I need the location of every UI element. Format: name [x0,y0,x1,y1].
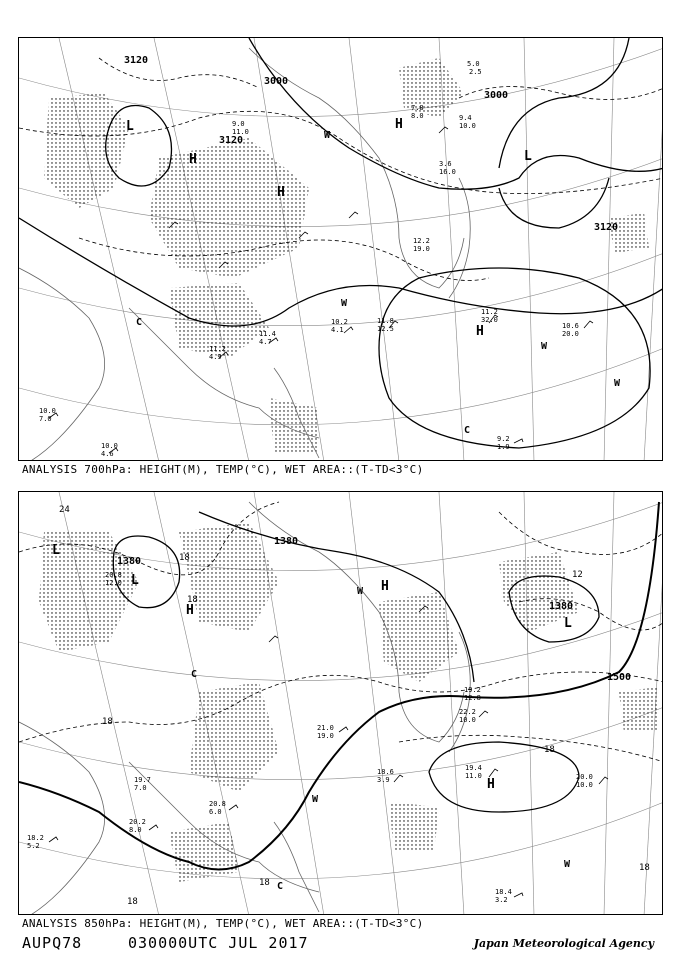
contour-label: 3120 [219,135,244,146]
station-dewpoint-depression: 8.0 [411,112,424,120]
station-temp: 10.6 [562,322,579,330]
isotherm-label: 18 [102,717,113,727]
station-temp: 9.4 [459,114,472,122]
map-panel-700hpa [18,37,663,461]
station-plot [411,104,424,120]
station-temp: 11.8 [377,317,394,325]
height-contours [19,38,663,448]
cold-center-mark: C [277,881,284,892]
station-plot [101,442,118,458]
station-plot [459,114,476,130]
station-plot [439,160,456,176]
station-dewpoint-depression: 12.5 [377,325,394,333]
contour-label: 3000 [264,76,289,87]
station-dewpoint-depression: 2.5 [469,68,482,76]
station-dewpoint-depression: 4.1 [331,326,344,334]
panel-caption-700hpa: ANALYSIS 700hPa: HEIGHT(M), TEMP(°C), WET AREA::(T-TD<3°C) [22,463,424,476]
station-temp: 10.2 [331,318,348,326]
station-temp: 7.8 [411,104,424,112]
station-temp: 11.4 [259,330,276,338]
isotherm-label: 18 [187,595,198,605]
warm-center-mark: W [357,586,364,597]
station-dewpoint-depression: 7.0 [134,784,147,792]
station-temp: 18.2 [27,834,44,842]
contour-label: 1380 [274,536,299,547]
station-plot [105,571,122,587]
high-center-mark: H [186,603,194,618]
isotherm-label: 18 [259,878,270,888]
station-dewpoint-depression: 32.0 [481,316,498,324]
low-center-mark: L [524,149,532,164]
station-temp: 12.2 [413,237,430,245]
station-temp: 9.2 [497,435,510,443]
map-panel-850hpa [18,491,663,915]
high-center-mark: H [395,117,403,132]
warm-center-mark: W [564,859,571,870]
warm-center-mark: W [341,298,348,309]
isotherm-label: 24 [59,505,70,515]
station-dewpoint-depression: 20.0 [562,330,579,338]
station-dewpoint-depression: 3.2 [495,896,508,904]
cold-center-mark: C [464,425,471,436]
station-dewpoint-depression: 10.0 [459,716,476,724]
station-plot [481,308,498,324]
chart-id: AUPQ78 [22,934,83,952]
map-700hpa-svg [19,38,663,461]
high-center-mark: H [476,324,484,339]
station-plot [495,888,512,904]
cold-center-mark: C [136,317,143,328]
station-plot [497,435,510,451]
low-center-mark: L [564,616,572,631]
warm-center-mark: W [541,341,548,352]
station-dewpoint-depression: 12.8 [464,694,481,702]
station-dewpoint-depression: 7.0 [39,415,52,423]
station-plot [259,330,276,346]
station-dewpoint-depression: 11.0 [232,128,249,136]
station-plot [413,237,430,253]
station-plot [129,818,146,834]
contour-label: 3120 [594,222,619,233]
high-center-mark: H [381,579,389,594]
station-dewpoint-depression: 19.0 [317,732,334,740]
station-dewpoint-depression: 3.9 [377,776,390,784]
station-temp: 19.2 [464,686,481,694]
isotherms [19,502,663,762]
station-dewpoint-depression: 19.0 [413,245,430,253]
contour-label: 1380 [117,556,142,567]
station-temp: 21.0 [317,724,334,732]
station-temp: 5.0 [467,60,480,68]
map-850hpa-svg [19,492,663,915]
warm-center-mark: W [614,378,621,389]
station-plot [377,768,394,784]
station-plot [232,120,249,136]
station-temp: 18.6 [377,768,394,776]
station-temp: 19.4 [465,764,482,772]
agency-name: Japan Meteorological Agency [473,937,654,950]
station-plot [209,800,226,816]
station-dewpoint-depression: 11.0 [465,772,482,780]
isotherm-label: 18 [544,745,555,755]
contour-label: 1500 [607,672,632,683]
station-plot [134,776,151,792]
station-temp: 10.0 [101,442,118,450]
station-plot [464,686,481,702]
low-center-mark: L [131,573,139,588]
station-temp: 20.8 [209,800,226,808]
cold-center-mark: C [191,669,198,680]
station-temp: 3.6 [439,160,452,168]
station-dewpoint-depression: 5.2 [27,842,40,850]
station-temp: 11.2 [481,308,498,316]
station-dewpoint-depression: 4.7 [259,338,272,346]
contour-label: 1380 [549,601,574,612]
station-dewpoint-depression: 4.9 [209,353,222,361]
isotherm-label: 18 [179,553,190,563]
station-dewpoint-depression: 10.0 [459,122,476,130]
station-dewpoint-depression: 16.0 [439,168,456,176]
station-plot [317,724,334,740]
station-temp: 10.0 [39,407,56,415]
station-plot [459,708,476,724]
station-temp: 19.7 [134,776,151,784]
panel-caption-850hpa: ANALYSIS 850hPa: HEIGHT(M), TEMP(°C), WET AREA::(T-TD<3°C) [22,917,424,930]
station-dewpoint-depression: 1.9 [497,443,510,451]
wind-barbs [49,127,593,453]
warm-center-mark: W [312,794,319,805]
station-dewpoint-depression: 12.0 [105,579,122,587]
station-plot [562,322,579,338]
station-plot [465,764,482,780]
high-center-mark: H [189,152,197,167]
station-dewpoint-depression: 8.0 [129,826,142,834]
graticule-meridians [59,492,663,915]
station-temp: 11.2 [209,345,226,353]
high-center-mark: H [277,185,285,200]
wet-areas [44,58,649,453]
isotherm-label: 12 [572,570,583,580]
station-dewpoint-depression: 6.0 [209,808,222,816]
graticule-meridians [59,38,663,461]
station-temp: 20.0 [576,773,593,781]
station-dewpoint-depression: 10.0 [576,781,593,789]
station-temp: 20.8 [105,571,122,579]
station-temp: 22.2 [459,708,476,716]
valid-time: 030000UTC JUL 2017 [128,934,309,952]
isotherm-label: 18 [639,863,650,873]
warm-center-mark: W [324,130,331,141]
isotherm-label: 18 [127,897,138,907]
station-temp: 18.4 [495,888,512,896]
station-dewpoint-depression: 4.6 [101,450,114,458]
station-plot [467,60,482,76]
contour-label: 3120 [124,55,149,66]
station-temp: 9.0 [232,120,245,128]
low-center-mark: L [52,543,60,558]
high-center-mark: H [487,777,495,792]
station-plot [576,773,593,789]
contour-label: 3000 [484,90,509,101]
graticule-parallels [19,48,663,425]
low-center-mark: L [126,119,134,134]
station-temp: 20.2 [129,818,146,826]
